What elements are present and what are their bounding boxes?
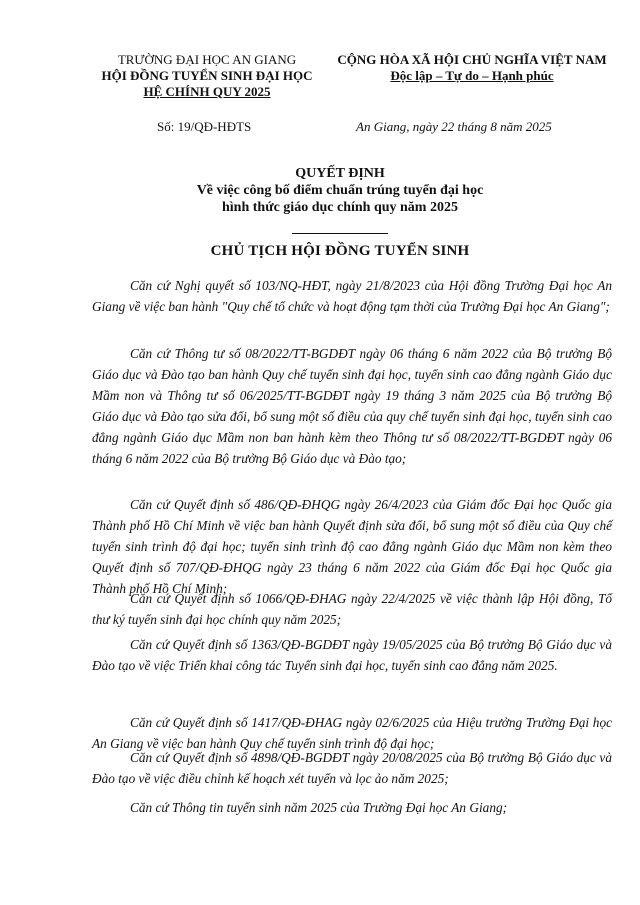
national-header — [326, 52, 618, 84]
decision-heading: QUYẾT ĐỊNH — [295, 166, 385, 181]
place-and-date: An Giang, ngày 22 tháng 8 năm 2025 — [356, 119, 552, 134]
issuer-title: CHỦ TỊCH HỘI ĐỒNG TUYỂN SINH — [210, 243, 470, 259]
issuing-organization — [92, 52, 322, 100]
decision-subtitle-line2: hình thức giáo dục chính quy năm 2025 — [222, 200, 458, 215]
legal-basis-paragraph: Căn cứ Quyết định số 1363/QĐ-BGDĐT ngày 19/05/2025 của Bộ trưởng Bộ Giáo dục và Đào tạo về việc Triển khai công tác Tuyển sinh đại học, tuyển sinh cao đẳng năm 2025. — [92, 637, 612, 673]
legal-basis-paragraph: Căn cứ Thông tư số 08/2022/TT-BGDĐT ngày 06 tháng 6 năm 2022 của Bộ trưởng Bộ Giáo dục và Đào tạo ban hành Quy chế tuyển sinh đại học, tuyển sinh cao đẳng ngành Giáo dục Mầm non và Thông tư số 06/2025/TT-BGDĐT ngày 19 tháng 3 năm 2025 của Bộ trưởng Bộ Giáo dục và Đào tạo sửa đổi, bổ sung một số điều của quy chế tuyển sinh đại học, tuyển sinh cao đẳng ngành Giáo dục Mầm non ban hành kèm theo Thông tư số 08/2022/TT-BGDĐT ngày 06 tháng 6 năm 2022 của Bộ trưởng Bộ Giáo dục và Đào tạo; — [92, 346, 612, 466]
legal-basis-paragraph: Căn cứ Quyết định số 4898/QĐ-BGDĐT ngày 20/08/2025 của Bộ trưởng Bộ Giáo dục và Đào tạo về việc điều chỉnh kế hoạch xét tuyển và lọc ảo năm 2025; — [92, 750, 612, 786]
document-number: Số: 19/QĐ-HĐTS — [157, 119, 252, 134]
national-motto: Độc lập – Tự do – Hạnh phúc — [390, 68, 554, 83]
legal-basis-paragraph: Căn cứ Quyết định số 1066/QĐ-ĐHAG ngày 22/4/2025 về việc thành lập Hội đồng, Tổ thư ký tuyển sinh đại học chính quy năm 2025; — [92, 591, 612, 627]
country-name: CỘNG HÒA XÃ HỘI CHỦ NGHĨA VIỆT NAM — [337, 52, 607, 67]
title-divider — [292, 233, 388, 234]
decision-subtitle-line1: Về việc công bố điểm chuẩn trúng tuyển đại học — [196, 183, 484, 198]
decision-title — [70, 165, 610, 216]
program-name: HỆ CHÍNH QUY 2025 — [143, 84, 271, 99]
legal-basis-paragraph: Căn cứ Thông tin tuyển sinh năm 2025 của Trường Đại học An Giang; — [130, 800, 508, 815]
legal-basis-paragraph: Căn cứ Quyết định số 1417/QĐ-ĐHAG ngày 02/6/2025 của Hiệu trưởng Trường Đại học An Giang về việc ban hành Quy chế tuyển sinh trình độ đại học; — [92, 715, 612, 751]
legal-basis-paragraph: Căn cứ Quyết định số 486/QĐ-ĐHQG ngày 26/4/2023 của Giám đốc Đại học Quốc gia Thành phố Hồ Chí Minh về việc ban hành Quyết định sửa đổi, bổ sung một số điều của Quy chế tuyển sinh trình độ đại học; tuyển sinh trình độ cao đẳng ngành Giáo dục Mầm non kèm theo Quyết định số 707/QĐ-ĐHQG ngày 23 tháng 6 năm 2022 của Giám đốc Đại học Quốc gia Thành phố Hồ Chí Minh; — [92, 497, 612, 596]
council-name: HỘI ĐỒNG TUYỂN SINH ĐẠI HỌC — [101, 68, 313, 83]
university-name: TRƯỜNG ĐẠI HỌC AN GIANG — [117, 52, 297, 67]
legal-basis-paragraph: Căn cứ Nghị quyết số 103/NQ-HĐT, ngày 21/8/2023 của Hội đồng Trường Đại học An Giang về việc ban hành "Quy chế tổ chức và hoạt động tạm thời của Trường Đại học An Giang"; — [92, 278, 612, 314]
